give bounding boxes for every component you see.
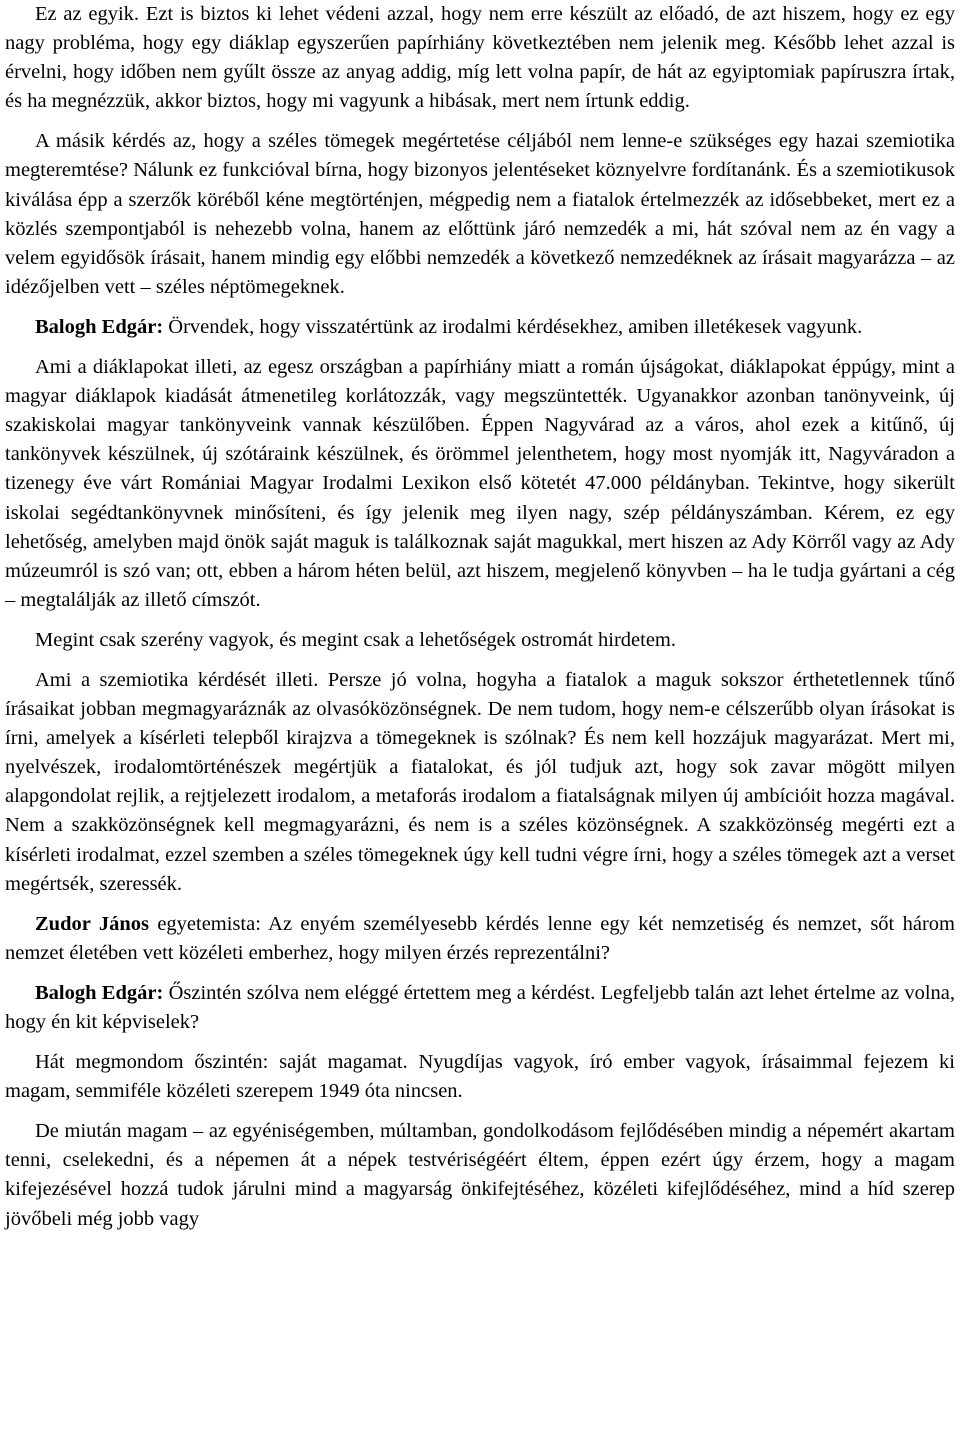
paragraph-text: Ez az egyik. Ezt is biztos ki lehet védeni azzal, hogy nem erre készült az előadó, de azt hiszem, hogy ez egy nagy probléma, hogy egy diáklap egyszerűen papírhiány következtében nem jelenik meg. Később lehet azzal is érvelni, hogy időben nem gyűlt össze az anyag addig, míg lett volna papír, de hát az egyiptomiak papíruszra írtak, és ha megnézzük, akkor biztos, hogy mi vagyunk a hibásak, mert nem írtunk eddig. [5, 3, 955, 113]
paragraph-text: Hát megmondom őszintén: saját magamat. Nyugdíjas vagyok, író ember vagyok, írásaimmal fejezem ki magam, semmiféle közéleti szerepem 1949 óta nincsen. [5, 1051, 955, 1103]
paragraph-3 [5, 313, 955, 342]
paragraph-10 [5, 1117, 955, 1233]
speaker-name: Zudor János [35, 912, 149, 935]
paragraph-text: Őszintén szólva nem eléggé értettem meg a kérdést. Legfeljebb talán azt lehet értelme az volna, hogy én kit képviselek? [5, 981, 955, 1033]
document-page [5, 0, 955, 1234]
paragraph-text: Megint csak szerény vagyok, és megint csak a lehetőségek ostromát hirdetem. [35, 628, 676, 651]
paragraph-text: Ami a szemiotika kérdését illeti. Persze jó volna, hogyha a fiatalok a maguk sokszor érthetetlennek tűnő írásaikat jobban megmagyaráznák az olvasóközönségnek. De nem tudom, hogy nem-e célszerűbb olyan írásokat is írni, amelyek a kísérleti telepből kirajzva a tömegeknek is szólnak? És nem kell hozzájuk magyarázat. Mert mi, nyelvészek, irodalomtörténészek megértjük a fiatalokat, és jól tudjuk azt, hogy sok zavar mögött milyen alapgondolat rejlik, a rejtjelezett irodalom, a metaforás irodalom a fiatalságnak milyen új ambícióit hozza magával. Nem a szakközönségnek kell megmagyarázni, és nem is a széles közönségnek. A szakközönség megérti ezt a kísérleti irodalmat, ezzel szemben a széles tömegeknek úgy kell tudni végre írni, hogy a széles tömegek azt a verset megértsék, szeressék. [5, 668, 955, 895]
paragraph-text: Örvendek, hogy visszatértünk az irodalmi kérdésekhez, amiben illetékesek vagyunk. [163, 315, 863, 338]
paragraph-9 [5, 1048, 955, 1106]
paragraph-text: A másik kérdés az, hogy a széles tömegek megértetése céljából nem lenne-e szükséges egy hazai szemiotika megteremtése? Nálunk ez funkcióval bírna, hogy bizonyos jelentéseket köznyelvre fordítanánk. És a szemiotikusok kiválása épp a szerzők köréből kéne megtörténjen, mégpedig nem a fiatalok értelmezzék az idősebbeket, mert ez a közlés szempontjaból is nehezebb volna, hanem az előttünk járó nemzedék a mi, hát szóval nem az én vagy a velem egyidősök írásait, hanem mindig egy előbbi nemzedék a következő nemzedéknek az írásait magyarázza – az idézőjelben vett – széles néptömegeknek. [5, 130, 955, 298]
paragraph-text: De miután magam – az egyéniségemben, múltamban, gondolkodásom fejlődésében mindig a népemért akartam tenni, cselekedni, és a népemen át a népek testvériségéért éltem, éppen ezért úgy érzem, hogy a magam kifejezésével hozzá tudok járulni mind a magyarság önkifejtéséhez, közéleti kifejlődéséhez, mind a híd szerep jövőbeli még jobb vagy [5, 1120, 955, 1230]
paragraph-2 [5, 127, 955, 302]
paragraph-8 [5, 979, 955, 1037]
paragraph-4 [5, 353, 955, 615]
paragraph-6 [5, 666, 955, 899]
paragraph-7 [5, 910, 955, 968]
paragraph-text: Ami a diáklapokat illeti, az egesz országban a papírhiány miatt a román újságokat, diáklapokat éppúgy, mint a magyar diáklapok kiadását átmenetileg korlátozzák, vagy megszüntették. Ugyanakkor azonban tanönyveink, új szakiskolai magyar tankönyveink vannak készülőben. Éppen Nagyvárad az a város, ahol ezek a kitűnő, új tankönyvek készülnek, új szótáraink készülnek, és örömmel jelenthetem, hogy most nyomják itt, Nagyváradon a tizenegy éve várt Romániai Magyar Irodalmi Lexikon első kötetét 47.000 példányban. Tekintve, hogy sikerült iskolai segédtankönyvnek minősíteni, és így jelenik meg ilyen nagy, szép példányszámban. Kérem, ez egy lehetőség, amelyben majd önök saját maguk is találkoznak saját magukkal, mert hiszen az Ady Körről vagy az Ady múzeumról is szó van; ott, ebben a három héten belül, azt hiszem, megjelenő könyvben – ha le tudja gyártani a cég – megtalálják az illető címszót. [5, 356, 955, 611]
paragraph-5 [5, 626, 955, 655]
speaker-name: Balogh Edgár: [35, 981, 164, 1004]
paragraph-1 [5, 0, 955, 116]
speaker-name: Balogh Edgár: [35, 315, 164, 338]
paragraph-text: egyetemista: Az enyém személyesebb kérdés lenne egy két nemzetiség és nemzet, sőt három nemzet életében vett közéleti emberhez, hogy milyen érzés reprezentálni? [5, 912, 955, 964]
